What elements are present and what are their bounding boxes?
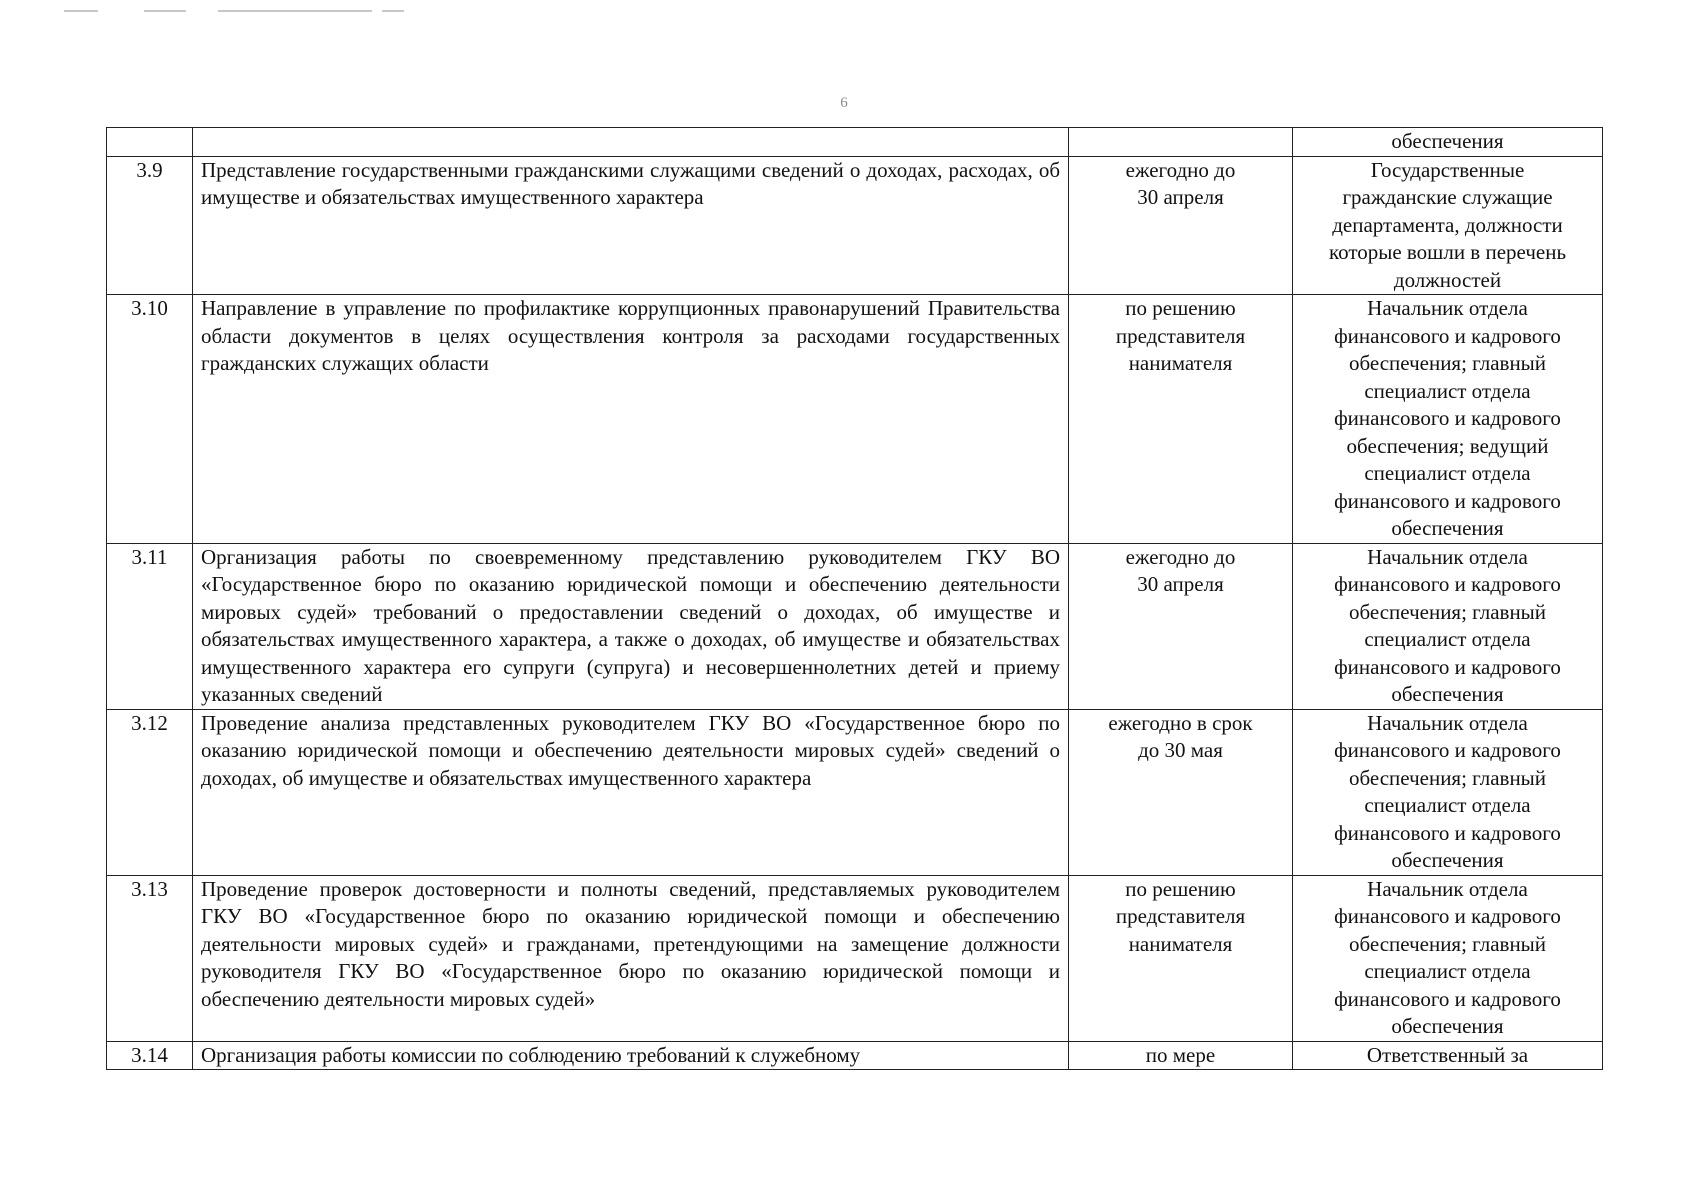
measures-table	[106, 127, 1603, 1070]
table-row	[107, 295, 1603, 544]
responsible: Ответственный за	[1293, 1041, 1603, 1070]
measure-text: Проведение анализа представленных руководителем ГКУ ВО «Государственное бюро по оказанию юридической помощи и обеспечению деятельности мировых судей» сведений о доходах, об имуществе и обязательствах имущественного характера	[193, 709, 1069, 875]
deadline: по решению представителя нанимателя	[1069, 295, 1293, 544]
deadline: ежегодно до 30 апреля	[1069, 156, 1293, 295]
deadline: ежегодно в срок до 30 мая	[1069, 709, 1293, 875]
deadline: по мере	[1069, 1041, 1293, 1070]
item-number: 3.12	[107, 709, 193, 875]
table-row	[107, 156, 1603, 295]
scan-artifact-marks	[64, 8, 404, 12]
table-row	[107, 1041, 1603, 1070]
measure-text: Организация работы по своевременному представлению руководителем ГКУ ВО «Государственное бюро по оказанию юридической помощи и обеспечению деятельности мировых судей» требований о предоставлении сведений о доходах, об имуществе и обязательствах имущественного характера, а также о доходах, об имуществе и обязательствах имущественного характера его супруги (супруга) и несовершеннолетних детей и приему указанных сведений	[193, 543, 1069, 709]
item-number: 3.9	[107, 156, 193, 295]
item-number	[107, 128, 193, 157]
table-row	[107, 709, 1603, 875]
measure-text	[193, 128, 1069, 157]
measure-text: Представление государственными гражданскими служащими сведений о доходах, расходах, об имуществе и обязательствах имущественного характера	[193, 156, 1069, 295]
deadline: по решению представителя нанимателя	[1069, 875, 1293, 1041]
item-number: 3.10	[107, 295, 193, 544]
measure-text: Организация работы комиссии по соблюдению требований к служебному	[193, 1041, 1069, 1070]
responsible: Начальник отдела финансового и кадрового обеспечения; главный специалист отдела финансового и кадрового обеспечения; ведущий специалист отдела финансового и кадрового обеспечения	[1293, 295, 1603, 544]
deadline: ежегодно до 30 апреля	[1069, 543, 1293, 709]
responsible: Начальник отдела финансового и кадрового обеспечения; главный специалист отдела финансового и кадрового обеспечения	[1293, 709, 1603, 875]
measure-text: Направление в управление по профилактике коррупционных правонарушений Правительства области документов в целях осуществления контроля за расходами государственных гражданских служащих области	[193, 295, 1069, 544]
page-number: 6	[840, 95, 848, 111]
measure-text: Проведение проверок достоверности и полноты сведений, представляемых руководителем ГКУ ВО «Государственное бюро по оказанию юридической помощи и обеспечению деятельности мировых судей» и гражданами, претендующими на замещение должности руководителя ГКУ ВО «Государственное бюро по оказанию юридической помощи и обеспечению деятельности мировых судей»	[193, 875, 1069, 1041]
responsible: Государственные гражданские служащие департамента, должности которые вошли в перечень должностей	[1293, 156, 1603, 295]
responsible: обеспечения	[1293, 128, 1603, 157]
item-number: 3.14	[107, 1041, 193, 1070]
responsible: Начальник отдела финансового и кадрового обеспечения; главный специалист отдела финансового и кадрового обеспечения	[1293, 875, 1603, 1041]
item-number: 3.11	[107, 543, 193, 709]
responsible: Начальник отдела финансового и кадрового обеспечения; главный специалист отдела финансового и кадрового обеспечения	[1293, 543, 1603, 709]
table-row	[107, 128, 1603, 157]
table-row	[107, 875, 1603, 1041]
item-number: 3.13	[107, 875, 193, 1041]
table-row	[107, 543, 1603, 709]
deadline	[1069, 128, 1293, 157]
